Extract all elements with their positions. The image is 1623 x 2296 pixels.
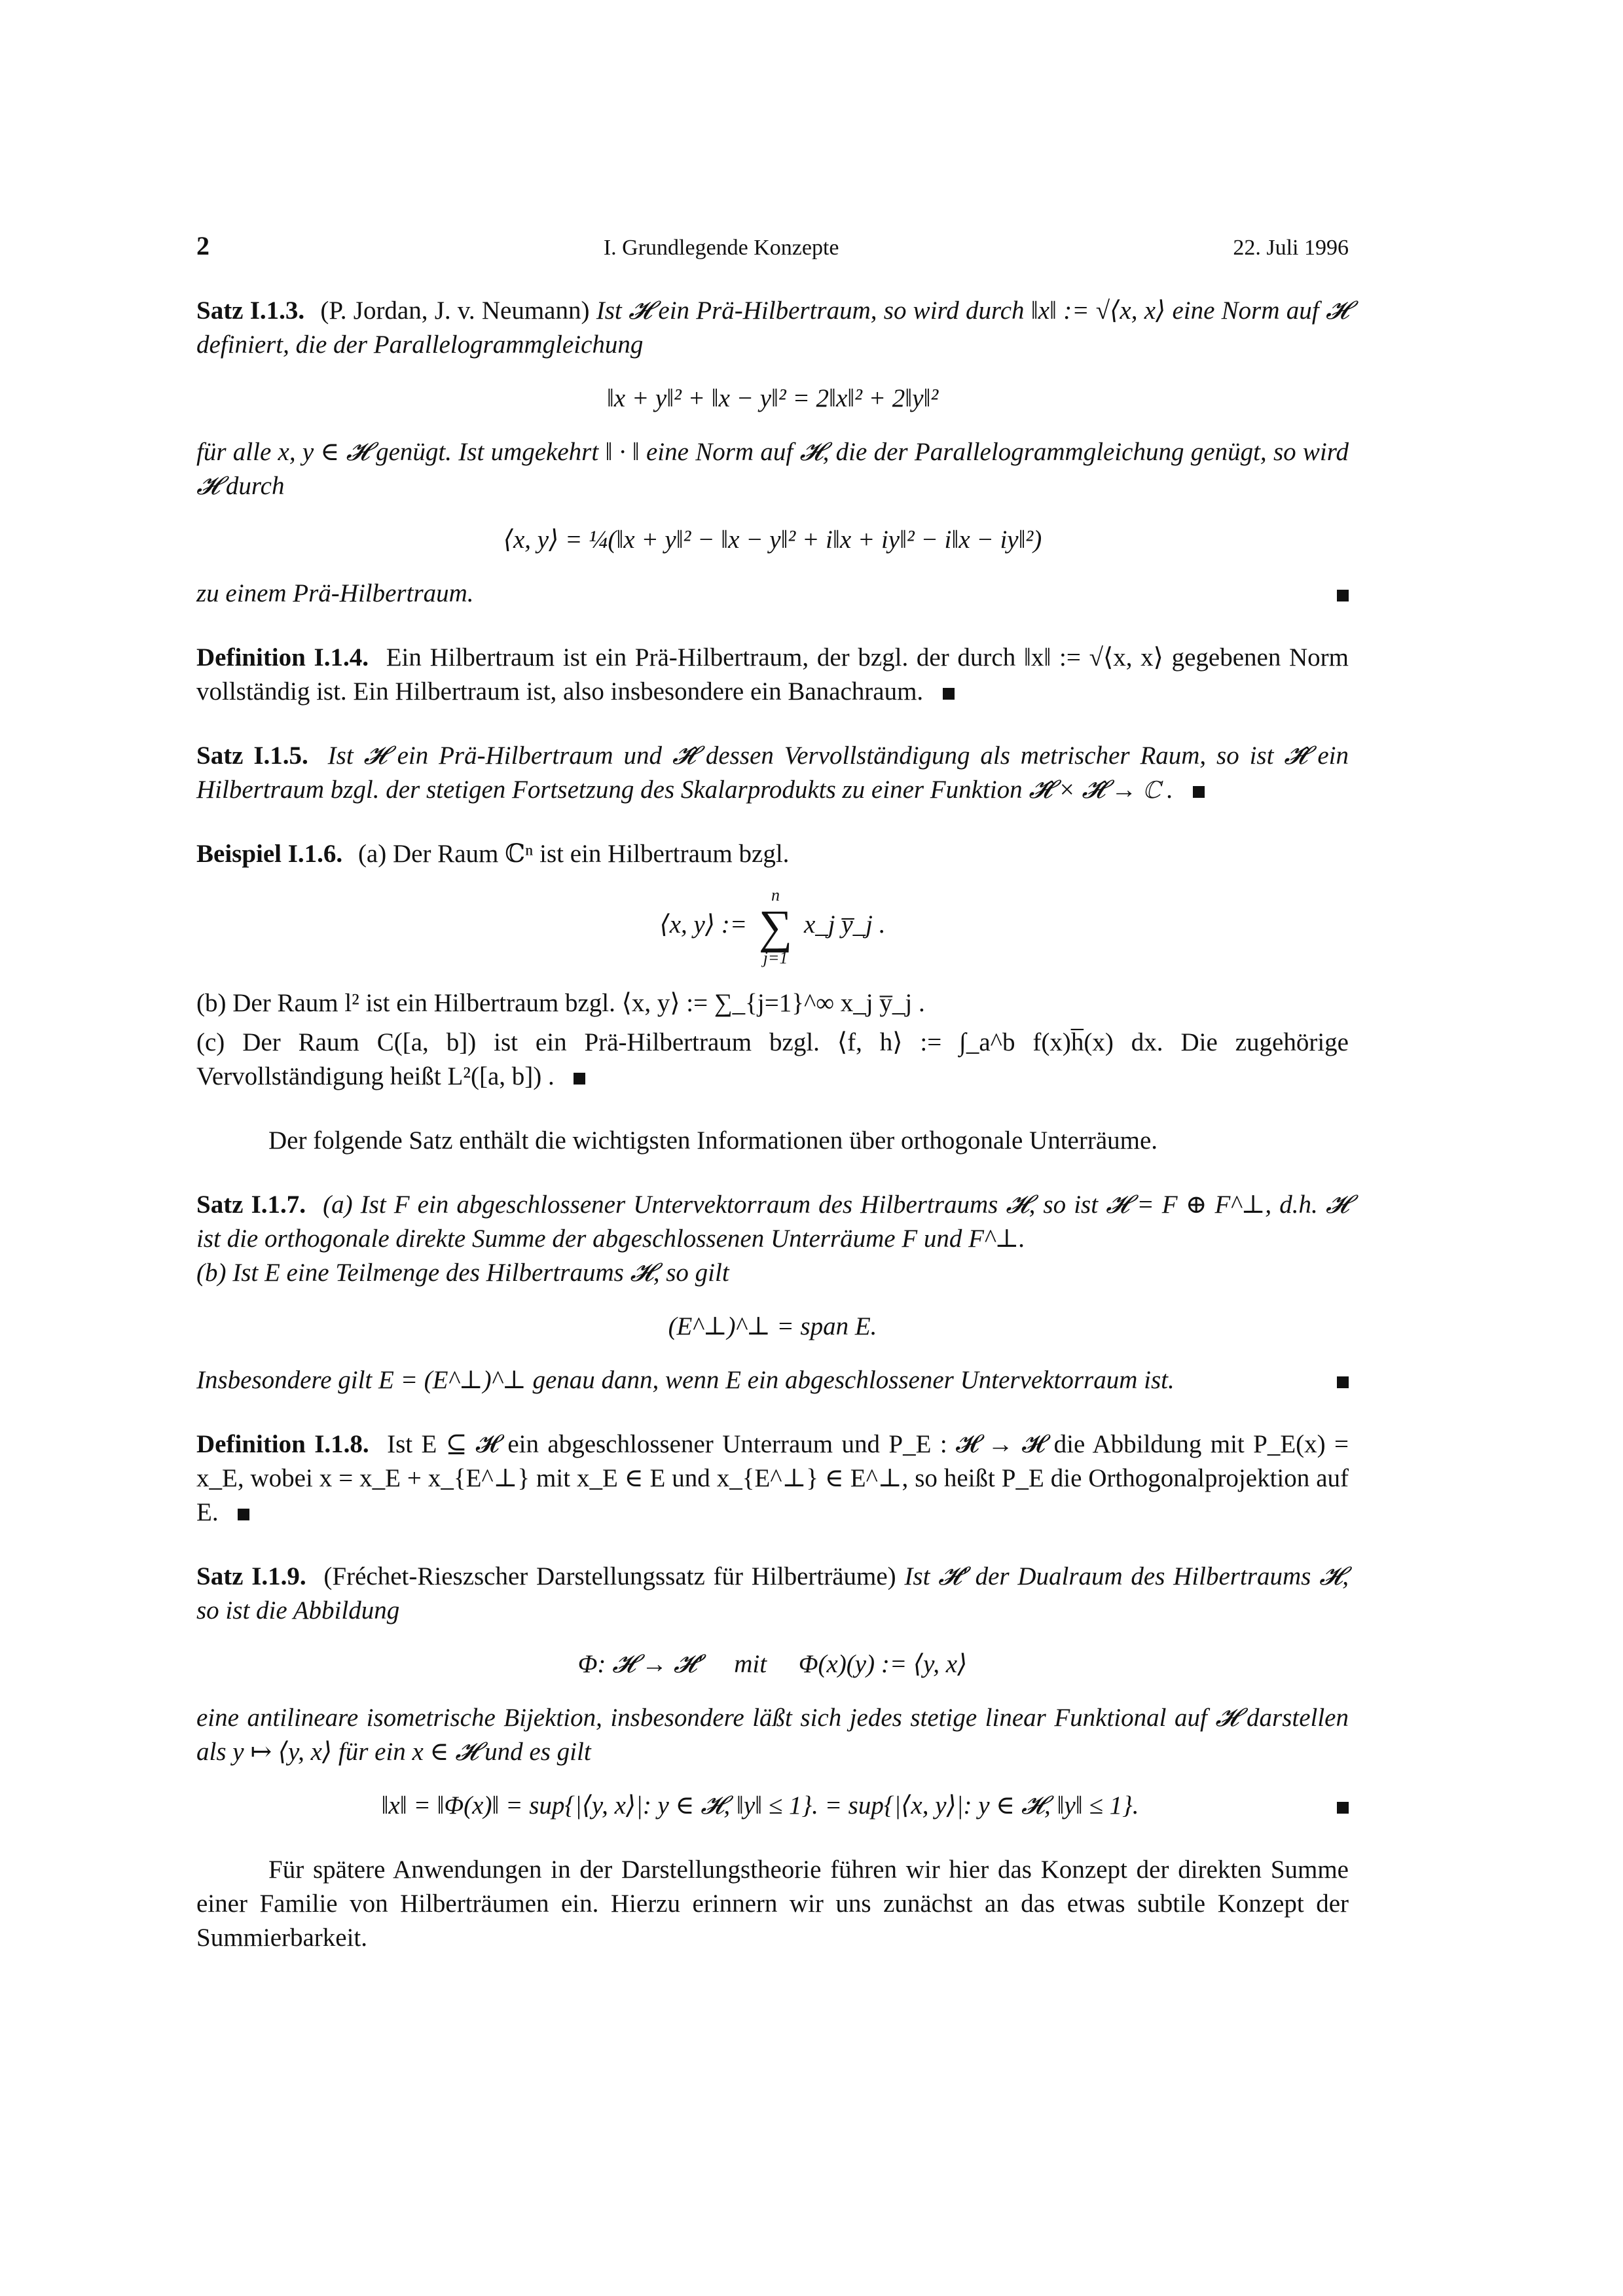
theorem-label: Satz I.1.5. xyxy=(196,742,308,770)
parallelogram-equation: ‖x + y‖² + ‖x − y‖² = 2‖x‖² + 2‖y‖² xyxy=(606,384,939,412)
theorem-text: eine antilineare isometrische Bijektion, insbesondere läßt sich jedes stetige linear Funktional auf 𝓗 darstellen als y ↦ ⟨y, x⟩ für ein x ∈ 𝓗 und es gilt xyxy=(196,1704,1349,1766)
theorem-text: Ist 𝓗′ der Dualraum des Hilbertraums 𝓗, so ist die Abbildung xyxy=(196,1562,1349,1624)
qed-square-icon xyxy=(1337,1376,1349,1388)
definition-text: Ein Hilbertraum ist ein Prä-Hilbertraum, der bzgl. der durch ‖x‖ := √⟨x, x⟩ gegebenen Norm vollständig ist. Ein Hilbertraum ist, also insbesondere ein Banachraum. xyxy=(196,643,1349,706)
sum-lower-limit: j=1 xyxy=(763,948,788,967)
satz-i-1-7 xyxy=(196,1188,1349,1397)
closing-paragraph: Für spätere Anwendungen in der Darstellungstheorie führen wir hier das Konzept der direkten Summe einer Familie von Hilberträumen ein. Hierzu erinnern wir uns zunächst an das etwas subtile Konzept der Summierbarkeit. xyxy=(196,1856,1349,1952)
theorem-label: Satz I.1.7. xyxy=(196,1191,306,1219)
example-label: Beispiel I.1.6. xyxy=(196,840,343,868)
inner-product-cn-equation xyxy=(196,887,1349,967)
example-part-c: (c) Der Raum C([a, b]) ist ein Prä-Hilbertraum bzgl. ⟨f, h⟩ := ∫_a^b f(x)h̅(x) dx. Die zugehörige Vervollständigung heißt L²([a, b]) . xyxy=(196,1028,1349,1090)
definition-i-1-8 xyxy=(196,1427,1349,1530)
qed-square-icon xyxy=(1337,1802,1349,1814)
page-header xyxy=(196,229,1349,265)
intro-paragraph: Der folgende Satz enthält die wichtigsten Informationen über orthogonale Unterräume. xyxy=(268,1126,1158,1155)
theorem-attribution: (P. Jordan, J. v. Neumann) xyxy=(320,296,590,325)
equation-lhs: ⟨x, y⟩ := xyxy=(659,910,748,939)
satz-i-1-3 xyxy=(196,294,1349,611)
example-part-a: (a) Der Raum ℂⁿ ist ein Hilbertraum bzgl. xyxy=(357,840,790,868)
theorem-text: zu einem Prä-Hilbertraum. xyxy=(196,579,474,607)
equation-rhs: x_j y̅_j . xyxy=(803,910,886,939)
orthogonal-complement-equation: (E^⊥)^⊥ = span E. xyxy=(668,1312,877,1340)
sum-upper-limit: n xyxy=(771,886,780,905)
theorem-label: Satz I.1.3. xyxy=(196,296,305,325)
definition-text: Ist E ⊆ 𝓗 ein abgeschlossener Unterraum und P_E : 𝓗 → 𝓗 die Abbildung mit P_E(x) = x_E, wobei x = x_E + x_{E^⊥} mit x_E ∈ E und x_{E^⊥} ∈ E^⊥, so heißt P_E die Orthogonalprojektion auf E. xyxy=(196,1430,1349,1526)
theorem-name: (Fréchet-Rieszscher Darstellungssatz für Hilberträume) xyxy=(323,1562,896,1590)
theorem-text: Insbesondere gilt E = (E^⊥)^⊥ genau dann, wenn E ein abgeschlossener Untervektorraum ist. xyxy=(196,1366,1175,1394)
qed-square-icon xyxy=(574,1073,585,1085)
qed-square-icon xyxy=(1337,590,1349,601)
norm-equation: ‖x‖ = ‖Φ(x)‖ = sup{|⟨y, x⟩|: y ∈ 𝓗, ‖y‖ ≤ 1}. = sup{|⟨x, y⟩|: y ∈ 𝓗, ‖y‖ ≤ 1}. xyxy=(381,1791,1139,1820)
sigma-icon: ∑ xyxy=(758,901,793,953)
theorem-text: Ist 𝓗 ein Prä-Hilbertraum und 𝓗̂ dessen Vervollständigung als metrischer Raum, so ist 𝓗̂ ein Hilbertraum bzgl. der stetigen Fortsetzung des Skalarprodukts zu einer Funktion 𝓗̂ × 𝓗̂ → ℂ . xyxy=(196,742,1349,804)
qed-square-icon xyxy=(238,1509,249,1520)
theorem-part-b: (b) Ist E eine Teilmenge des Hilbertraums 𝓗, so gilt xyxy=(196,1259,729,1287)
definition-i-1-4 xyxy=(196,641,1349,709)
header-date: 22. Juli 1996 xyxy=(1233,236,1349,260)
satz-i-1-5 xyxy=(196,739,1349,807)
running-title: I. Grundlegende Konzepte xyxy=(603,236,839,260)
qed-square-icon xyxy=(1193,786,1205,798)
definition-label: Definition I.1.8. xyxy=(196,1430,369,1458)
theorem-text: Ist 𝓗 ein Prä-Hilbertraum, so wird durch ‖x‖ := √⟨x, x⟩ eine Norm auf 𝓗 definiert, die der Parallelogrammgleichung xyxy=(196,296,1349,359)
summation xyxy=(759,887,792,967)
beispiel-i-1-6 xyxy=(196,837,1349,1094)
qed-square-icon xyxy=(943,688,955,700)
definition-label: Definition I.1.4. xyxy=(196,643,369,672)
polarization-equation: ⟨x, y⟩ = ¼(‖x + y‖² − ‖x − y‖² + i‖x + iy‖² − i‖x − iy‖²) xyxy=(503,526,1042,554)
theorem-part-a: (a) Ist F ein abgeschlossener Untervektorraum des Hilbertraums 𝓗, so ist 𝓗 = F ⊕ F^⊥, d.h. 𝓗 ist die orthogonale direkte Summe der abgeschlossenen Unterräume F und F^⊥. xyxy=(196,1191,1349,1253)
example-part-b: (b) Der Raum l² ist ein Hilbertraum bzgl. ⟨x, y⟩ := ∑_{j=1}^∞ x_j y̅_j . xyxy=(196,989,925,1017)
theorem-text: für alle x, y ∈ 𝓗 genügt. Ist umgekehrt ‖ · ‖ eine Norm auf 𝓗, die der Parallelogrammgleichung genügt, so wird 𝓗 durch xyxy=(196,438,1349,500)
riesz-map-equation: Φ: 𝓗 → 𝓗′ mit Φ(x)(y) := ⟨y, x⟩ xyxy=(577,1650,968,1678)
page-number: 2 xyxy=(196,231,210,260)
page xyxy=(196,229,1349,1955)
theorem-label: Satz I.1.9. xyxy=(196,1562,306,1590)
satz-i-1-9 xyxy=(196,1560,1349,1823)
